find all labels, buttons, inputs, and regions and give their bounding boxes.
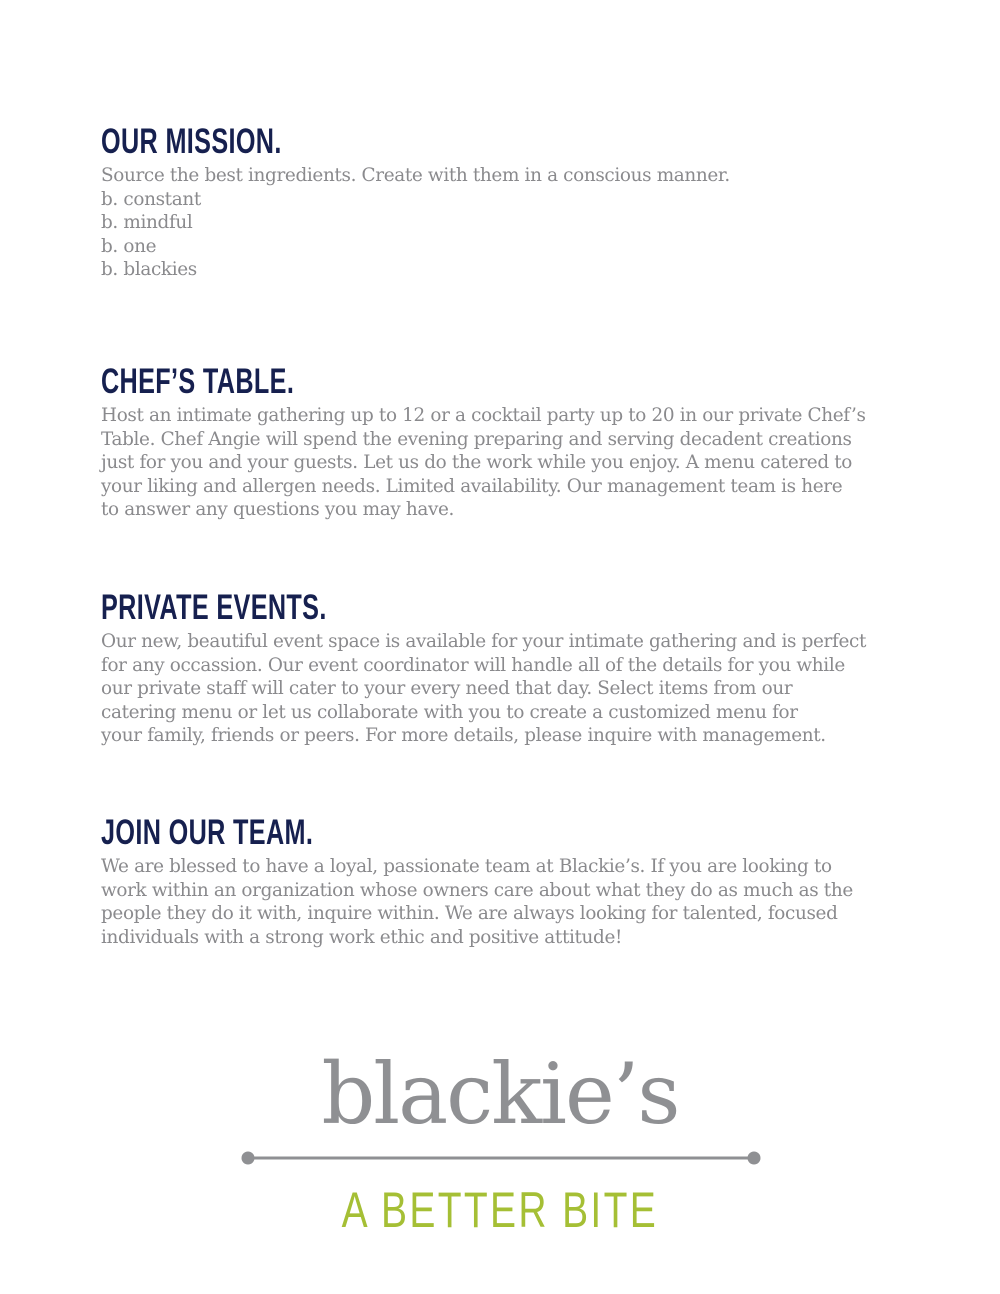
mission-text-line: b. blackies [101, 259, 197, 280]
logo-divider-line [240, 1150, 762, 1166]
tagline [0, 1180, 1000, 1240]
private-events-text-line: our private staff will cater to your every need that day. Select items from our [101, 678, 793, 699]
private-events-section [101, 588, 941, 748]
join-our-team-heading: JOIN OUR TEAM. [101, 813, 314, 852]
private-events-text-line: Our new, beautiful event space is available for your intimate gathering and is perfect [101, 631, 866, 652]
chefs-table-heading: CHEF’S TABLE. [101, 362, 295, 401]
chefs-table-text-line: Host an intimate gathering up to 12 or a cocktail party up to 20 in our private Chef’s [101, 405, 866, 426]
join-team-text-line: We are blessed to have a loyal, passionate team at Blackie’s. If you are looking to [101, 856, 832, 877]
join-team-text-line: people they do it with, inquire within. We are always looking for talented, focused [101, 903, 838, 924]
join-team-text-line: individuals with a strong work ethic and positive attitude! [101, 926, 623, 948]
tagline-text: A BETTER BITE [341, 1182, 659, 1238]
chefs-table-text-line: your liking and allergen needs. Limited availability. Our management team is here [101, 475, 843, 497]
blackies-logo-wordmark: blackie’s [321, 1045, 679, 1143]
mission-text-line: b. constant [101, 188, 201, 210]
chefs-table-section [101, 362, 941, 522]
chefs-table-text-line: just for you and your guests. Let us do the work while you enjoy. A menu catered to [101, 452, 853, 473]
mission-text-line: b. mindful [101, 212, 193, 233]
our-mission-section [101, 122, 941, 282]
our-mission-heading: OUR MISSION. [101, 122, 282, 161]
private-events-text-line: for any occassion. Our event coordinator will handle all of the details for you while [101, 654, 845, 676]
private-events-text-line: catering menu or let us collaborate with you to create a customized menu for [101, 701, 798, 723]
private-events-text-line: your family, friends or peers. For more details, please inquire with management. [101, 725, 826, 746]
mission-text-line: Source the best ingredients. Create with them in a conscious manner. [101, 165, 730, 186]
join-team-text-line: work within an organization whose owners care about what they do as much as the [101, 879, 853, 901]
private-events-heading: PRIVATE EVENTS. [101, 588, 327, 627]
mission-text-line: b. one [101, 235, 157, 257]
join-our-team-section [101, 813, 941, 949]
chefs-table-text-line: Table. Chef Angie will spend the evening preparing and serving decadent creations [101, 428, 852, 450]
chefs-table-text-line: to answer any questions you may have. [101, 499, 455, 520]
